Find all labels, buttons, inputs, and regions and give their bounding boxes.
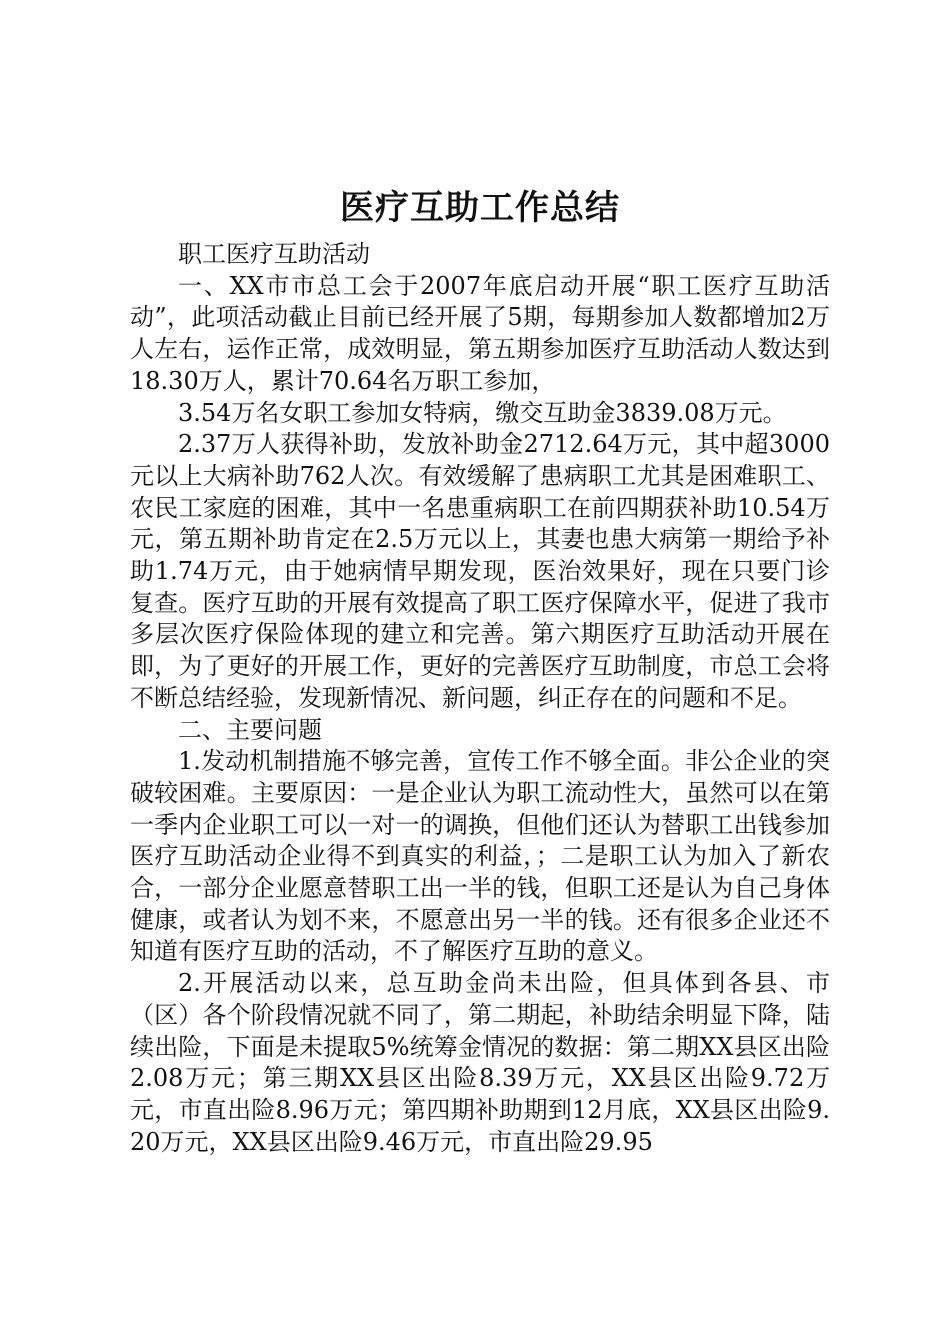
document-title: 医疗互助工作总结 xyxy=(340,188,620,228)
section-heading-problems: 二、主要问题 xyxy=(178,715,322,744)
paragraph-overview: 一、XX市市总工会于2007年底启动开展“职工医疗互助活动”，此项活动截止目前已经开展了5期，每期参加人数都增加2万人左右，运作正常，成效明显，第五期参加医疗互助活动人数达到18.30万人，累计70.64名万职工参加， xyxy=(130,271,830,395)
paragraph-female-workers: 3.54万名女职工参加女特病，缴交互助金3839.08万元。 xyxy=(178,398,787,427)
paragraph-subsidy: 2.37万人获得补助，发放补助金2712.64万元，其中超3000元以上大病补助762人次。有效缓解了患病职工尤其是困难职工、农民工家庭的困难，其中一名患重病职工在前四期获补助10.54万元，第五期补助肯定在2.5万元以上，其妻也患大病第一期给予补助1.74万元，由于她病情早期发现，医治效果好，现在只要门诊复查。医疗互助的开展有效提高了职工医疗保障水平，促进了我市多层次医疗保险体现的建立和完善。第六期医疗互助活动开展在即，为了更好的开展工作，更好的完善医疗互助制度，市总工会将不断总结经验，发现新情况、新问题，纠正存在的问题和不足。 xyxy=(130,430,830,712)
section-heading: 职工医疗互助活动 xyxy=(178,240,370,268)
document-body xyxy=(130,185,830,1158)
paragraph-problem-2: 2.开展活动以来，总互助金尚未出险，但具体到各县、市（区）各个阶段情况就不同了，第二期起，补助结余明显下降，陆续出险，下面是未提取5%统筹金情况的数据：第二期XX县区出险2.08万元；第三期XX县区出险8.39万元，XX县区出险9.72万元，市直出险8.96万元；第四期补助期到12月底，XX县区出险9.20万元，XX县区出险9.46万元，市直出险29.95 xyxy=(130,969,830,1156)
paragraph-problem-1: 1.发动机制措施不够完善，宣传工作不够全面。非公企业的突破较困难。主要原因：一是企业认为职工流动性大，虽然可以在第一季内企业职工可以一对一的调换，但他们还认为替职工出钱参加医疗互助活动企业得不到真实的利益，；二是职工认为加入了新农合，一部分企业愿意替职工出一半的钱，但职工还是认为自己身体健康，或者认为划不来，不愿意出另一半的钱。还有很多企业还不知道有医疗互助的活动，不了解医疗互助的意义。 xyxy=(130,747,830,966)
